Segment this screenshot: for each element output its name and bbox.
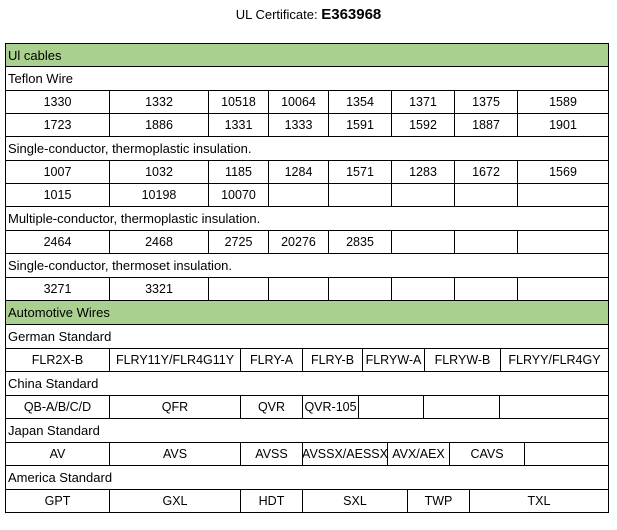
empty-cell — [518, 231, 609, 254]
table-cell: 1589 — [518, 91, 609, 114]
table-cell: FLRY-B — [303, 349, 363, 372]
table-cell: 1354 — [329, 91, 392, 114]
table-cell: 10064 — [269, 91, 329, 114]
table-cell: SXL — [303, 490, 408, 513]
table-cell: 20276 — [269, 231, 329, 254]
empty-cell — [455, 231, 518, 254]
table-cell: 1371 — [392, 91, 455, 114]
table-cell: 1901 — [518, 114, 609, 137]
group-label: America Standard — [5, 466, 609, 490]
table-cell: FLRYY/FLR4GY — [501, 349, 609, 372]
table-cell: QVR — [241, 396, 303, 419]
empty-cell — [392, 231, 455, 254]
table-cell: 10518 — [209, 91, 269, 114]
group-label: German Standard — [5, 325, 609, 349]
group-label: China Standard — [5, 372, 609, 396]
certificate-title — [0, 6, 617, 23]
table-row — [5, 114, 609, 137]
table-cell: 3271 — [5, 278, 110, 301]
group-label: Teflon Wire — [5, 67, 609, 91]
table-cell: 2725 — [209, 231, 269, 254]
empty-cell — [392, 278, 455, 301]
table-cell: TXL — [470, 490, 609, 513]
table-cell: AVSSX/AESSX — [303, 443, 388, 466]
table-cell: 1283 — [392, 161, 455, 184]
table-cell: 1331 — [209, 114, 269, 137]
table-cell: FLRYW-B — [425, 349, 501, 372]
empty-cell — [269, 184, 329, 207]
table-cell: HDT — [241, 490, 303, 513]
table-cell: 1887 — [455, 114, 518, 137]
table-cell: 1333 — [269, 114, 329, 137]
table-cell: 1592 — [392, 114, 455, 137]
table-cell: FLRYW-A — [363, 349, 425, 372]
ul-cable-table — [5, 43, 609, 518]
section-header: Automotive Wires — [5, 301, 609, 325]
table-row — [5, 161, 609, 184]
table-cell: GXL — [110, 490, 241, 513]
group-label: Single-conductor, thermoplastic insulation. — [5, 137, 609, 161]
empty-cell — [269, 278, 329, 301]
group-label: Single-conductor, thermoset insulation. — [5, 254, 609, 278]
table-cell: 1723 — [5, 114, 110, 137]
table-cell: FLRY-A — [241, 349, 303, 372]
section-header: Ul cables — [5, 43, 609, 67]
table-cell: 1886 — [110, 114, 209, 137]
table-cell: 3321 — [110, 278, 209, 301]
empty-cell — [525, 443, 609, 466]
table-cell: 1375 — [455, 91, 518, 114]
table-cell: 10070 — [209, 184, 269, 207]
table-cell: 2468 — [110, 231, 209, 254]
empty-cell — [424, 396, 500, 419]
table-cell: 1284 — [269, 161, 329, 184]
table-cell: QVR-105 — [303, 396, 359, 419]
table-cell: 1007 — [5, 161, 110, 184]
table-cell: GPT — [5, 490, 110, 513]
table-row — [5, 443, 609, 466]
table-cell: 1185 — [209, 161, 269, 184]
empty-cell — [500, 396, 609, 419]
table-cell: 1672 — [455, 161, 518, 184]
table-cell: 1569 — [518, 161, 609, 184]
table-cell: AVS — [110, 443, 241, 466]
table-row — [5, 490, 609, 513]
group-label: Multiple-conductor, thermoplastic insulation. — [5, 207, 609, 231]
table-cell: 1015 — [5, 184, 110, 207]
table-cell: 1032 — [110, 161, 209, 184]
table-cell: QB-A/B/C/D — [5, 396, 110, 419]
empty-cell — [518, 184, 609, 207]
table-cell: FLRY11Y/FLR4G11Y — [110, 349, 241, 372]
table-cell: 2464 — [5, 231, 110, 254]
table-cell: TWP — [408, 490, 470, 513]
table-cell: 1330 — [5, 91, 110, 114]
empty-cell — [518, 278, 609, 301]
empty-cell — [329, 278, 392, 301]
table-cell: AV — [5, 443, 110, 466]
table-row — [5, 349, 609, 372]
table-cell: 1332 — [110, 91, 209, 114]
empty-cell — [392, 184, 455, 207]
certificate-number: E363968 — [321, 6, 382, 23]
table-cell: CAVS — [450, 443, 525, 466]
table-cell: 10198 — [110, 184, 209, 207]
table-cell: AVSS — [241, 443, 303, 466]
empty-cell — [455, 278, 518, 301]
table-cell: FLR2X-B — [5, 349, 110, 372]
empty-cell — [209, 278, 269, 301]
table-row — [5, 91, 609, 114]
table-cell: 1571 — [329, 161, 392, 184]
empty-cell — [455, 184, 518, 207]
group-label: Japan Standard — [5, 419, 609, 443]
certificate-label: UL Certificate: — [235, 7, 318, 22]
empty-cell — [329, 184, 392, 207]
table-cell: 1591 — [329, 114, 392, 137]
table-row — [5, 278, 609, 301]
table-cell: QFR — [110, 396, 241, 419]
table-cell: AVX/AEX — [388, 443, 450, 466]
table-row — [5, 396, 609, 419]
table-cell: 2835 — [329, 231, 392, 254]
empty-cell — [359, 396, 424, 419]
table-row — [5, 184, 609, 207]
table-row — [5, 231, 609, 254]
